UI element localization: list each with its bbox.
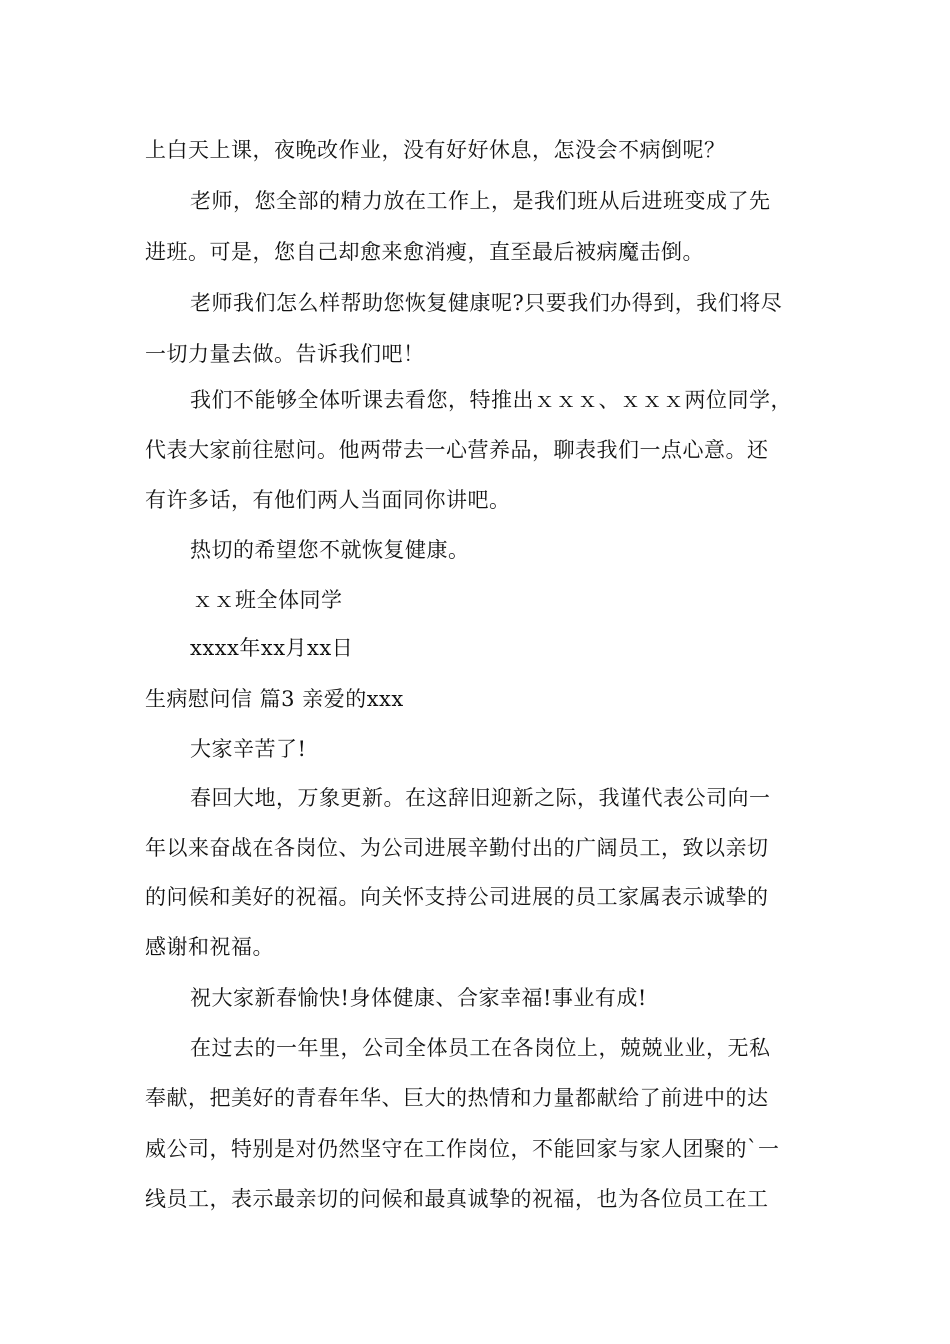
text-line-9: 热切的希望您不就恢复健康。 xyxy=(190,538,470,562)
signature-date: xxxx年xx月xx日 xyxy=(190,636,354,660)
text-line-4: 老师我们怎么样帮助您恢复健康呢?只要我们办得到，我们将尽 xyxy=(190,291,783,315)
text-line-17: 感谢和祝福。 xyxy=(145,935,274,959)
text-line-7: 代表大家前往慰问。他两带去一心营养品，聊表我们一点心意。还 xyxy=(145,438,769,462)
text-line-21: 威公司，特别是对仍然坚守在工作岗位，不能回家与家人团聚的`一 xyxy=(145,1137,780,1161)
text-line-15: 年以来奋战在各岗位、为公司进展辛勤付出的广阔员工，致以亲切 xyxy=(145,836,769,860)
text-line-1: 上白天上课，夜晚改作业，没有好好休息，怎没会不病倒呢？ xyxy=(145,138,726,162)
text-line-20: 奉献，把美好的青春年华、巨大的热情和力量都献给了前进中的达 xyxy=(145,1086,769,1110)
text-line-8: 有许多话，有他们两人当面同你讲吧。 xyxy=(145,488,511,512)
text-line-13: 大家辛苦了! xyxy=(190,737,307,761)
section-heading: 生病慰问信 篇3 亲爱的xxx xyxy=(145,687,404,711)
text-line-14: 春回大地，万象更新。在这辞旧迎新之际，我谨代表公司向一 xyxy=(190,786,771,810)
text-line-3: 进班。可是，您自己却愈来愈消瘦，直至最后被病魔击倒。 xyxy=(145,240,704,264)
text-line-22: 线员工，表示最亲切的问候和最真诚挚的祝福，也为各位员工在工 xyxy=(145,1187,769,1211)
text-line-6: 我们不能够全体听课去看您，特推出ｘｘｘ、ｘｘｘ两位同学， xyxy=(190,388,792,412)
text-line-2: 老师，您全部的精力放在工作上，是我们班从后进班变成了先 xyxy=(190,189,771,213)
text-line-5: 一切力量去做。告诉我们吧！ xyxy=(145,342,425,366)
signature-class: ｘｘ班全体同学 xyxy=(192,588,343,612)
text-line-16: 的问候和美好的祝福。向关怀支持公司进展的员工家属表示诚挚的 xyxy=(145,885,769,909)
text-line-19: 在过去的一年里，公司全体员工在各岗位上，兢兢业业，无私 xyxy=(190,1036,771,1060)
text-line-18: 祝大家新春愉快!身体健康、合家幸福!事业有成! xyxy=(190,986,647,1010)
